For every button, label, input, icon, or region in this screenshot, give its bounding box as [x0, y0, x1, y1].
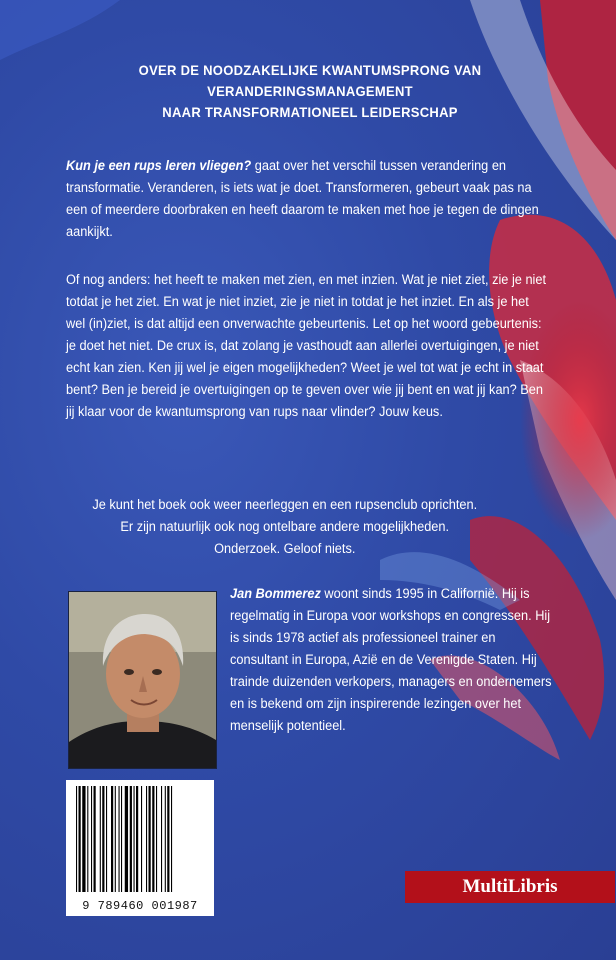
author-bio	[230, 583, 554, 737]
author-photo	[68, 591, 217, 769]
intro-paragraph	[66, 155, 548, 243]
cover-heading	[78, 60, 543, 123]
body-paragraph: Of nog anders: het heeft te maken met zien, en met inzien. Wat je niet ziet, zie je niet totdat je het ziet. En wat je niet inziet, zie je niet in totdat je het inziet. En als je het wel (in)ziet, is dat altijd een onverwachte gebeurtenis. Let op het woord gebeurtenis: je doet het niet. De crux is, dat zolang je vasthoudt aan allerlei overtuigingen, je niet echt kan zien. Ken jij wel je eigen mogelijkheden? Weet je wel tot wat je echt in staat bent? Ben je bereid je overtuigingen op te geven over wie jij bent en wat jij kan? Ben jij klaar voor de kwantumsprong van rups naar vlinder? Jouw keus.	[66, 272, 547, 420]
closing-paragraph	[44, 494, 526, 560]
publisher-logo	[405, 871, 615, 903]
publisher-name: MultiLibris	[462, 876, 558, 897]
author-name: Jan Bommerez	[230, 586, 321, 602]
intro-text: gaat over het verschil tussen verandering en transformatie. Veranderen, is iets wat je doet. Transformeren, gebeurt vaak pas na een of meerdere doorbraken en heeft daarom te maken met hoe je tegen de dingen aankijkt.	[66, 158, 539, 240]
heading-line-1: OVER DE NOODZAKELIJKE KWANTUMSPRONG VAN	[138, 62, 482, 78]
closing-line-1: Je kunt het boek ook weer neerleggen en een rupsenclub oprichten.	[92, 497, 478, 513]
isbn-barcode	[66, 780, 214, 916]
author-bio-text: woont sinds 1995 in Californië. Hij is regelmatig in Europa voor workshops en congressen. Hij is sinds 1978 actief als professioneel trainer en consultant in Europa, Azië en de Verenigde Staten. Hij trainde duizenden verkopers, managers en ondernemers en is bekend om zijn inspirerende lezingen over het menselijk potentieel.	[230, 586, 552, 734]
author-portrait-image	[69, 592, 216, 768]
heading-line-2: VERANDERINGSMANAGEMENT	[207, 83, 413, 99]
closing-line-3: Onderzoek. Geloof niets.	[214, 541, 356, 557]
heading-line-3: NAAR TRANSFORMATIONEEL LEIDERSCHAP	[162, 104, 458, 120]
book-title: Kun je een rups leren vliegen?	[66, 158, 252, 174]
closing-line-2: Er zijn natuurlijk ook nog ontelbare andere mogelijkheden.	[120, 519, 450, 535]
barcode-bars	[72, 786, 208, 896]
barcode-number: 9 789460 001987	[82, 899, 198, 913]
